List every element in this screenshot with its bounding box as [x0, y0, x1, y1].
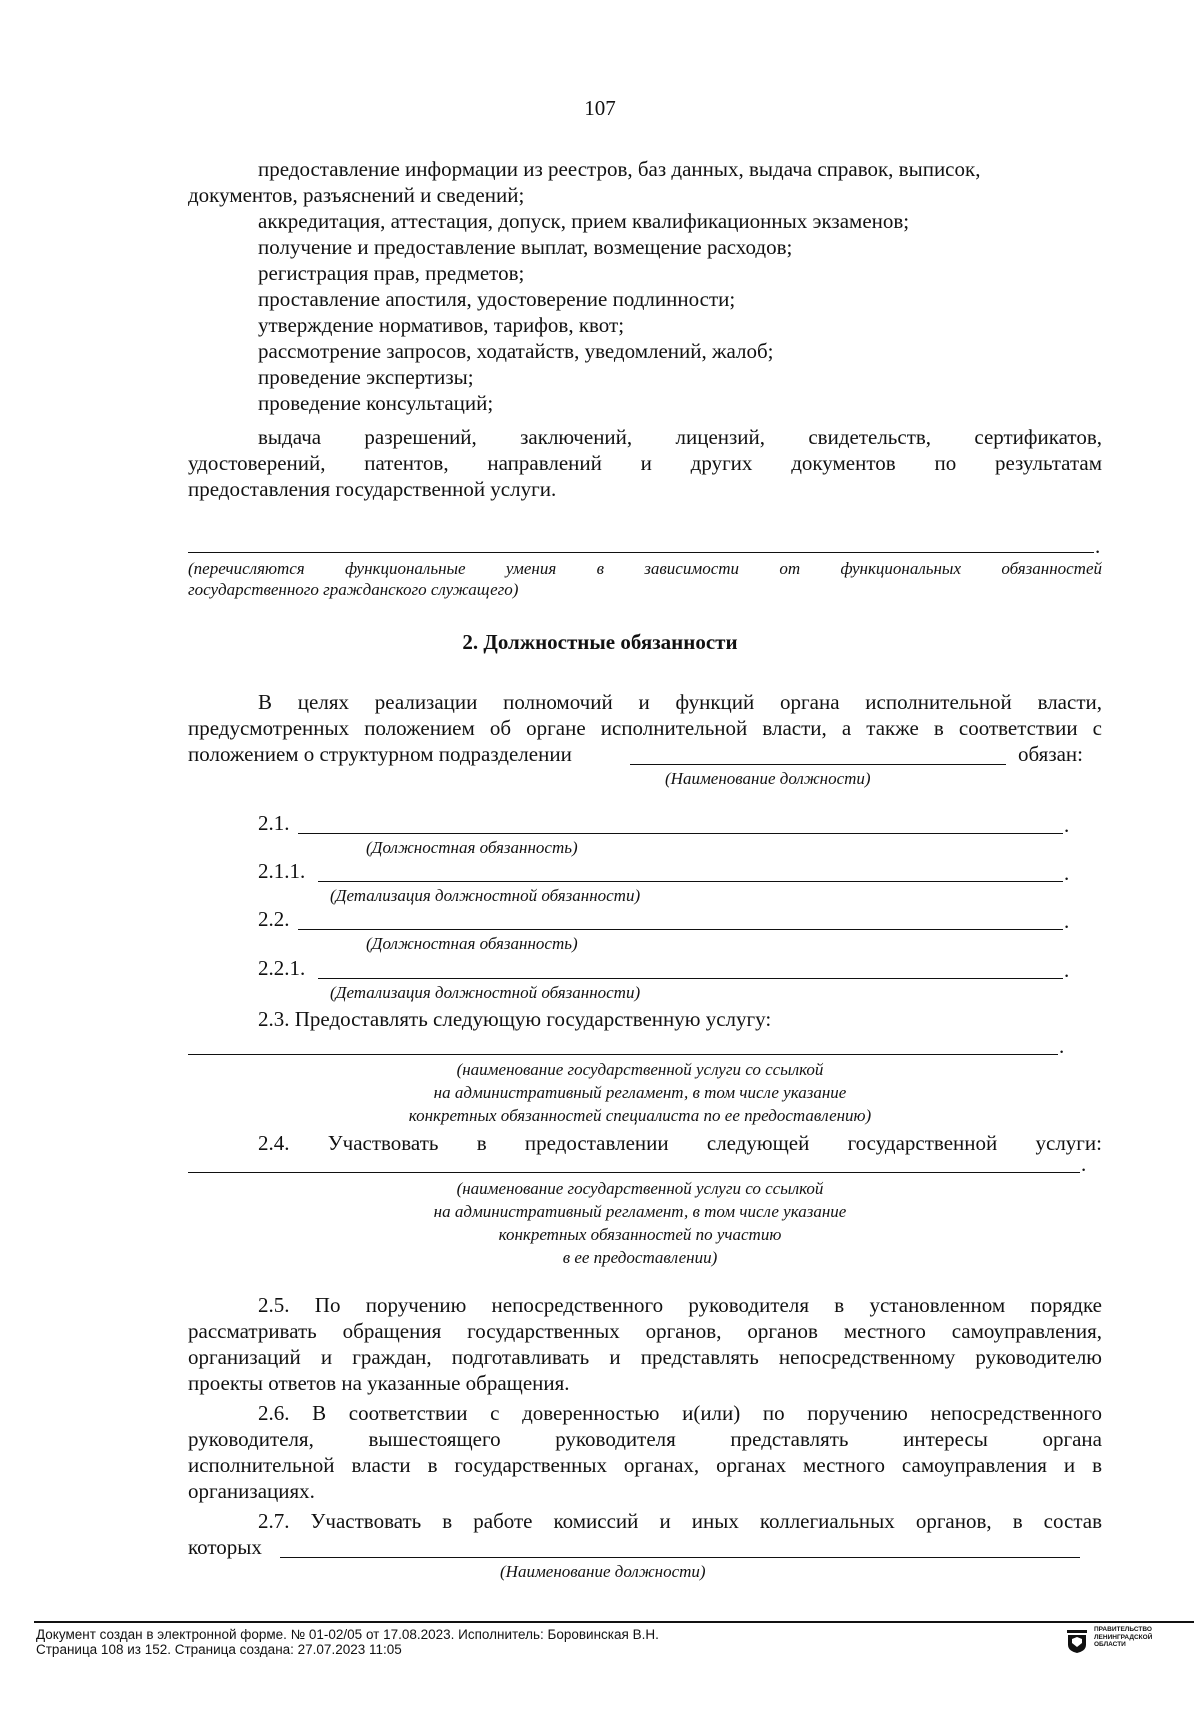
service-blank-line	[188, 1054, 1058, 1055]
clause-number: 2.2.	[258, 907, 290, 931]
clause-number: 2.2.1.	[258, 956, 306, 980]
duty-caption: (Должностная обязанность)	[366, 838, 578, 857]
skills-blank-line	[188, 552, 1094, 553]
service-caption: в ее предоставлении)	[562, 1248, 718, 1267]
footer-page-info: Страница 108 из 152. Страница создана: 27.07.2023 11:05	[36, 1642, 402, 1657]
clause-text: 2.3. Предоставлять следующую государственную услугу:	[258, 1007, 772, 1031]
position-caption: (Наименование должности)	[500, 1562, 706, 1581]
paragraph-line: В целях реализации полномочий и функций органа исполнительной власти,	[258, 690, 1102, 714]
clause-text: 2.4. Участвовать в предоставлении следующей государственной услуги:	[258, 1131, 1102, 1155]
commission-blank-line	[280, 1557, 1080, 1558]
page-number: 107	[584, 96, 616, 120]
list-item: выдача разрешений, заключений, лицензий, свидетельств, сертификатов,	[258, 425, 1102, 449]
footer-document-info: Документ создан в электронной форме. № 01-02/05 от 17.08.2023. Исполнитель: Боровинская В.Н.	[36, 1627, 659, 1642]
period-mark: .	[1064, 909, 1070, 933]
list-item: предоставление информации из реестров, баз данных, выдача справок, выписок,	[258, 157, 981, 181]
position-blank-line	[630, 764, 1006, 765]
list-item: утверждение нормативов, тарифов, квот;	[258, 313, 625, 337]
logo-line: ОБЛАСТИ	[1094, 1641, 1126, 1648]
service-caption: (наименование государственной услуги со ссылкой	[456, 1179, 824, 1198]
list-item: регистрация прав, предметов;	[258, 261, 525, 285]
list-item: получение и предоставление выплат, возмещение расходов;	[258, 235, 793, 259]
paragraph-line: 2.6. В соответствии с доверенностью и(или) по поручению непосредственного	[258, 1401, 1102, 1425]
duty-caption: (Должностная обязанность)	[366, 934, 578, 953]
government-logo-text	[1094, 1626, 1152, 1649]
list-item: удостоверений, патентов, направлений и других документов по результатам	[188, 451, 1102, 475]
service-caption: на административный регламент, в том числе указание	[433, 1202, 847, 1221]
service-caption: (наименование государственной услуги со ссылкой	[456, 1060, 824, 1079]
period-mark: .	[1064, 958, 1070, 982]
duty-blank-line	[298, 929, 1063, 930]
list-item: проставление апостиля, удостоверение подлинности;	[258, 287, 736, 311]
paragraph-line: которых	[188, 1535, 262, 1559]
paragraph-line: обязан:	[1018, 742, 1084, 766]
section-heading: 2. Должностные обязанности	[462, 630, 738, 654]
duty-detail-blank-line	[318, 881, 1063, 882]
logo-line: ПРАВИТЕЛЬСТВО	[1094, 1626, 1152, 1633]
period-mark: .	[1064, 813, 1070, 837]
footer-divider	[34, 1621, 1194, 1623]
duty-detail-caption: (Детализация должностной обязанности)	[330, 886, 641, 905]
skills-caption: (перечисляются функциональные умения в зависимости от функциональных обязанностей	[188, 559, 1102, 578]
period-mark: .	[1064, 861, 1070, 885]
period-mark: .	[1059, 1034, 1065, 1058]
period-mark: .	[1095, 534, 1101, 558]
duty-detail-blank-line	[318, 978, 1063, 979]
skills-caption: государственного гражданского служащего)	[188, 580, 519, 599]
list-item: аккредитация, аттестация, допуск, прием квалификационных экзаменов;	[258, 209, 910, 233]
paragraph-line: рассматривать обращения государственных органов, органов местного самоуправления,	[188, 1319, 1102, 1343]
duty-blank-line	[298, 833, 1063, 834]
paragraph-line: организациях.	[188, 1479, 315, 1503]
list-item: предоставления государственной услуги.	[188, 477, 557, 501]
clause-number: 2.1.	[258, 811, 290, 835]
service-caption: на административный регламент, в том числе указание	[433, 1083, 847, 1102]
period-mark: .	[1081, 1152, 1087, 1176]
paragraph-line: проекты ответов на указанные обращения.	[188, 1371, 570, 1395]
list-item: проведение консультаций;	[258, 391, 494, 415]
paragraph-line: организаций и граждан, подготавливать и представлять непосредственному руководителю	[188, 1345, 1102, 1369]
service-blank-line	[188, 1172, 1080, 1173]
service-caption: конкретных обязанностей по участию	[498, 1225, 782, 1244]
paragraph-line: предусмотренных положением об органе исполнительной власти, а также в соответствии с	[188, 716, 1102, 740]
list-item: рассмотрение запросов, ходатайств, уведомлений, жалоб;	[258, 339, 774, 363]
paragraph-line: положением о структурном подразделении	[188, 742, 572, 766]
duty-detail-caption: (Детализация должностной обязанности)	[330, 983, 641, 1002]
clause-number: 2.1.1.	[258, 859, 306, 883]
list-item: документов, разъяснений и сведений;	[188, 183, 525, 207]
service-caption: конкретных обязанностей специалиста по ее предоставлению)	[408, 1106, 872, 1125]
list-item: проведение экспертизы;	[258, 365, 474, 389]
paragraph-line: 2.5. По поручению непосредственного руководителя в установленном порядке	[258, 1293, 1102, 1317]
logo-line: ЛЕНИНГРАДСКОЙ	[1094, 1633, 1153, 1641]
position-caption: (Наименование должности)	[665, 769, 871, 788]
paragraph-line: 2.7. Участвовать в работе комиссий и иных коллегиальных органов, в состав	[258, 1509, 1102, 1533]
emblem-icon	[1067, 1630, 1087, 1654]
paragraph-line: исполнительной власти в государственных органах, органах местного самоуправления и в	[188, 1453, 1102, 1477]
paragraph-line: руководителя, вышестоящего руководителя представлять интересы органа	[188, 1427, 1102, 1451]
